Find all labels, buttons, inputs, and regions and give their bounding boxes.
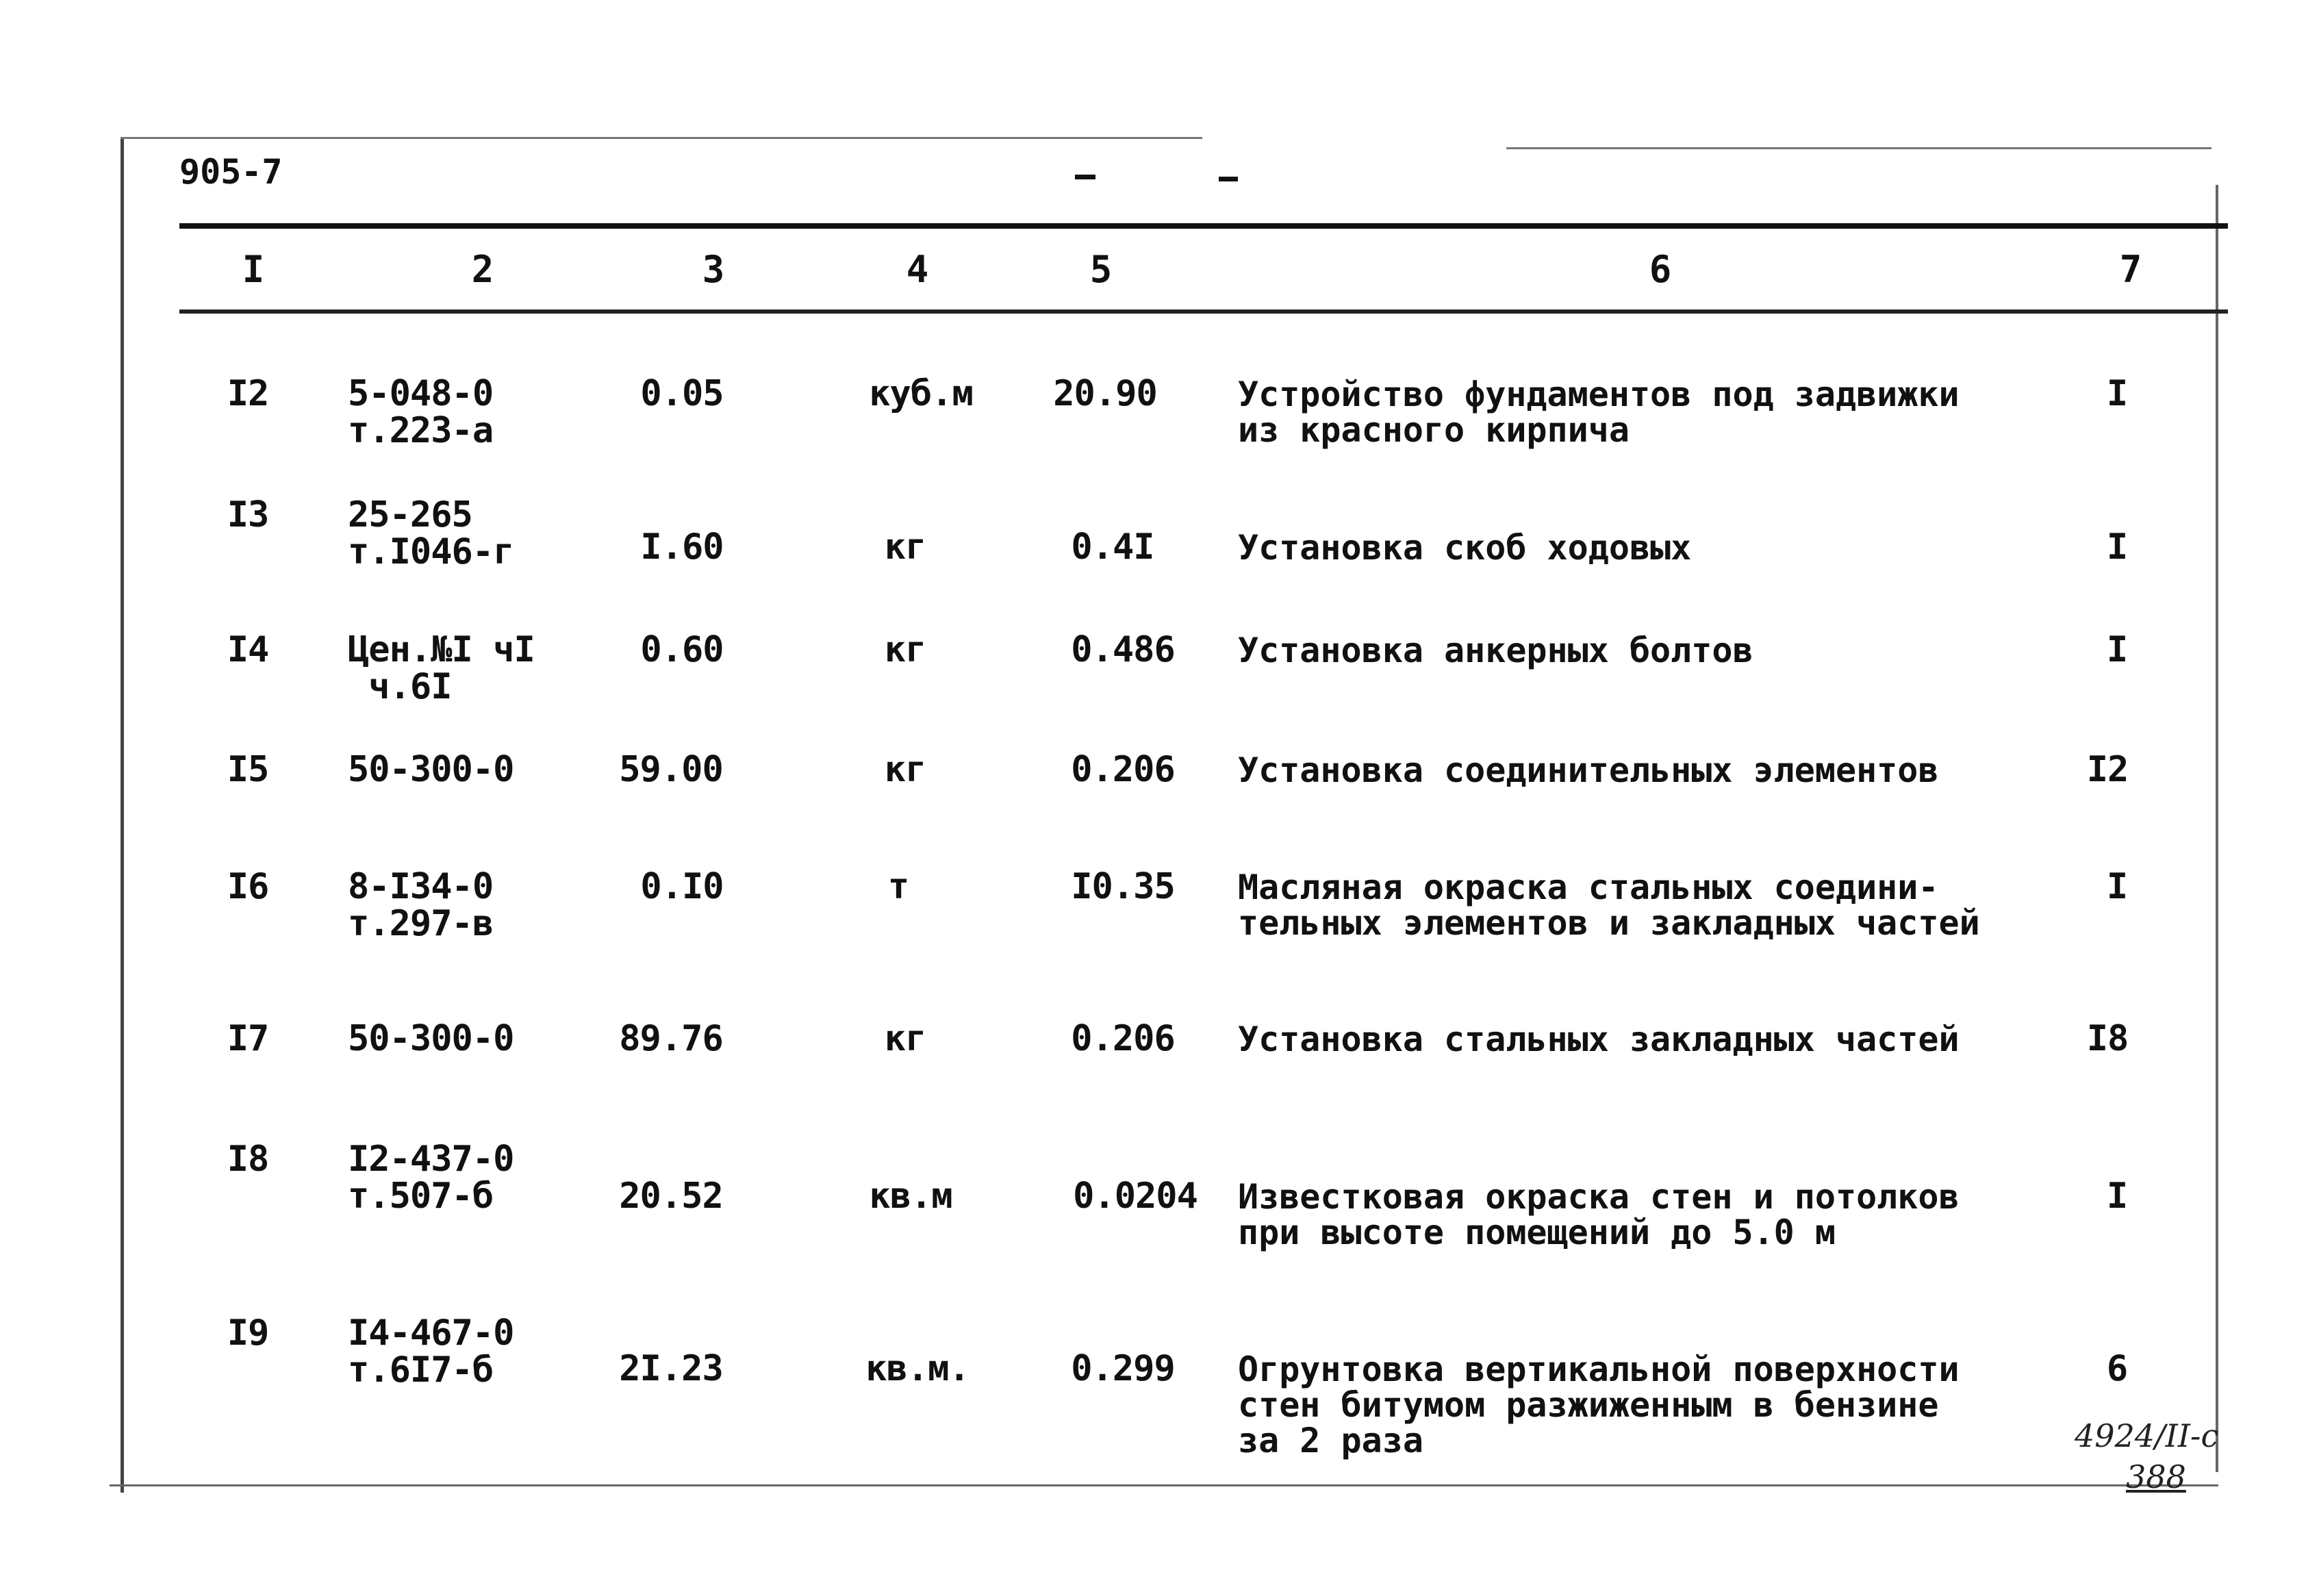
row-col7: I8: [2086, 1018, 2129, 1059]
row-number: I8: [227, 1139, 269, 1180]
row-code: 5-048-0 т.223-а: [348, 373, 494, 451]
row-quantity: 2I.23: [619, 1348, 723, 1389]
row-number: I7: [227, 1018, 269, 1059]
row-unit: кв.м: [869, 1176, 952, 1217]
row-col7: I: [2106, 527, 2128, 568]
row-price: 20.90: [1053, 373, 1157, 414]
row-description: Установка анкерных болтов: [1238, 631, 1753, 670]
header-dash: [1075, 175, 1095, 179]
row-col7: I: [2106, 1176, 2128, 1217]
row-code: Цен.№I чI ч.6I: [348, 629, 535, 707]
row-col7: I: [2106, 629, 2128, 670]
row-unit: кв.м.: [865, 1348, 970, 1389]
row-number: I9: [227, 1313, 269, 1354]
row-description: Установка соединительных элементов: [1238, 750, 1939, 790]
row-unit: кг: [884, 629, 926, 670]
row-description: Известковая окраска стен и потолков при высоте помещений до 5.0 м: [1238, 1177, 1960, 1252]
row-unit: кг: [884, 527, 926, 568]
column-header-6: 6: [1649, 248, 1672, 291]
column-header-7: 7: [2119, 248, 2142, 291]
row-number: I5: [227, 749, 269, 790]
row-quantity: 0.05: [640, 373, 724, 414]
row-quantity: 59.00: [619, 749, 723, 790]
row-code: I4-467-0 т.6I7-б: [348, 1313, 514, 1391]
column-header-5: 5: [1089, 248, 1113, 291]
row-col7: I: [2106, 373, 2128, 414]
row-quantity: I.60: [640, 527, 724, 568]
row-col7: I: [2106, 866, 2128, 907]
frame-bottom-border: [110, 1484, 2218, 1486]
row-quantity: 0.60: [640, 629, 724, 670]
table-header-rule: [179, 309, 2228, 314]
table-top-rule: [179, 223, 2228, 229]
row-quantity: 20.52: [619, 1176, 723, 1217]
row-price: 0.206: [1071, 749, 1175, 790]
frame-left-border: [121, 137, 124, 1493]
column-header-3: 3: [702, 248, 725, 291]
row-unit: кг: [884, 1018, 926, 1059]
row-price: 0.0204: [1073, 1176, 1197, 1217]
row-description: Установка скоб ходовых: [1238, 528, 1692, 568]
row-description: Масляная окраска стальных соедини- тельных элементов и закладных частей: [1238, 867, 1980, 943]
column-header-1: I: [242, 248, 265, 291]
row-description: Огрунтовка вертикальной поверхности стен битумом разжиженным в бензине за 2 раза: [1238, 1350, 1960, 1460]
frame-right-border: [2216, 185, 2218, 1472]
header-dash: [1219, 177, 1238, 181]
frame-top-border-right: [1506, 147, 2212, 149]
row-col7: I2: [2086, 749, 2129, 790]
row-description: Установка стальных закладных частей: [1238, 1019, 1960, 1059]
row-price: 0.299: [1071, 1348, 1175, 1389]
document-code: 905-7: [179, 152, 283, 192]
row-unit: т: [887, 866, 909, 907]
row-code: 25-265 т.I046-г: [348, 494, 514, 572]
row-number: I6: [227, 866, 269, 907]
row-price: 0.206: [1071, 1018, 1175, 1059]
row-unit: кг: [884, 749, 926, 790]
row-code: 50-300-0: [348, 1018, 514, 1059]
row-price: 0.486: [1071, 629, 1175, 670]
row-col7: 6: [2106, 1348, 2128, 1389]
row-code: 50-300-0: [348, 749, 514, 790]
row-number: I4: [227, 629, 269, 670]
row-quantity: 89.76: [619, 1018, 723, 1059]
column-header-4: 4: [906, 248, 929, 291]
row-code: I2-437-0 т.507-б: [348, 1139, 514, 1217]
frame-top-border: [121, 137, 1202, 139]
row-unit: куб.м: [869, 373, 973, 414]
page-number: 388: [2126, 1458, 2186, 1495]
column-header-2: 2: [471, 248, 494, 291]
row-number: I2: [227, 373, 269, 414]
row-description: Устройство фундаментов под задвижки из красного кирпича: [1238, 375, 1960, 450]
row-code: 8-I34-0 т.297-в: [348, 866, 494, 944]
row-price: I0.35: [1071, 866, 1175, 907]
row-price: 0.4I: [1071, 527, 1154, 568]
row-quantity: 0.I0: [640, 866, 724, 907]
archive-note: 4924/II-с: [2075, 1417, 2219, 1454]
row-number: I3: [227, 494, 269, 535]
